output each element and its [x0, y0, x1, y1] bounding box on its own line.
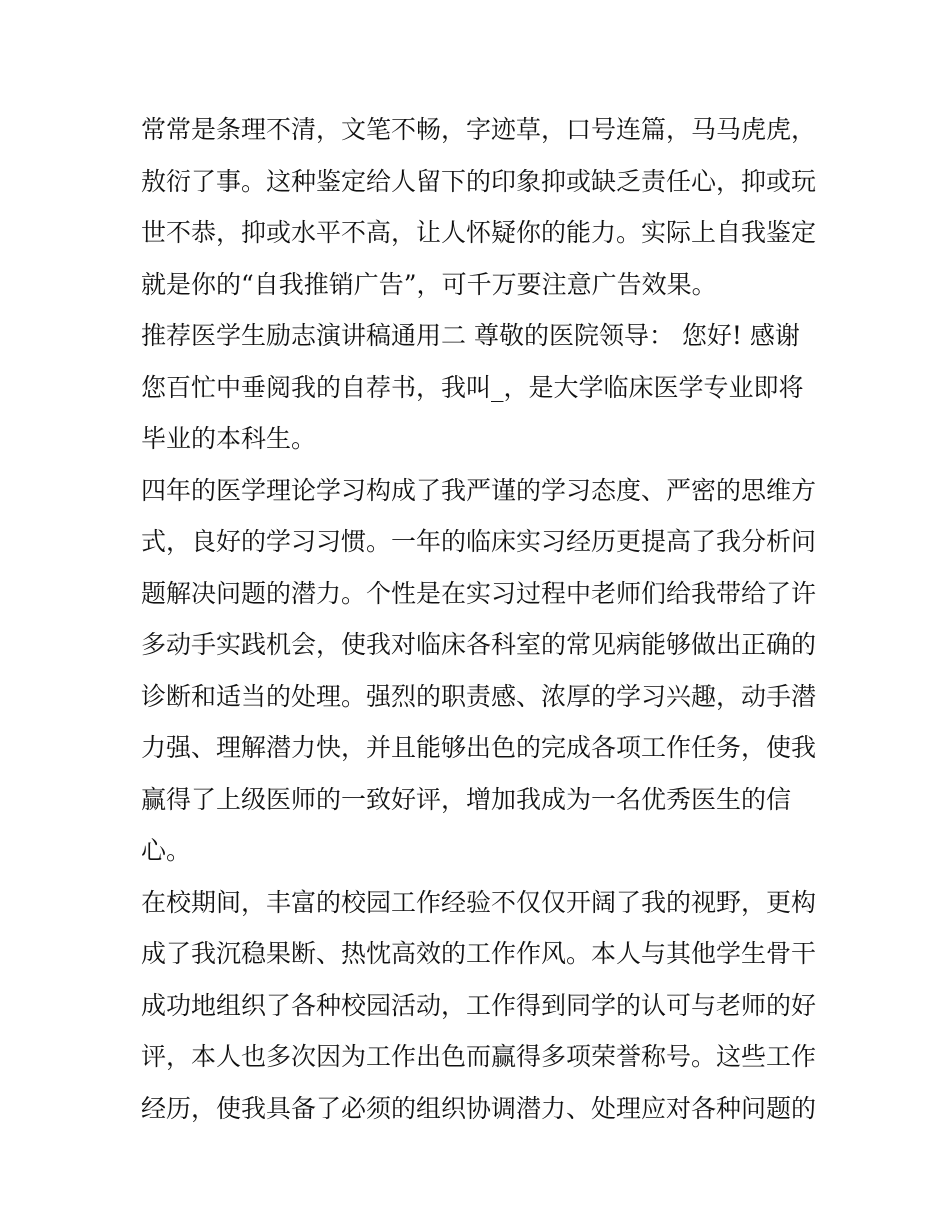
text-line: 经历，使我具备了必须的组织协调潜力、处理应对各种问题的: [141, 1093, 817, 1123]
text-line: 成了我沉稳果断、热忱高效的工作作风。本人与其他学生骨干: [141, 939, 817, 968]
text-line: 多动手实践机会，使我对临床各科室的常见病能够做出正确的: [141, 630, 817, 659]
text-line: 常常是条理不清，文笔不畅，字迹草，口号连篇，马马虎虎，: [141, 115, 817, 144]
text-line: 题解决问题的潜力。个性是在实习过程中老师们给我带给了许: [141, 578, 817, 608]
document-body: [141, 104, 821, 1134]
text-line: 诊断和适当的处理。强烈的职责感、浓厚的学习兴趣，动手潜: [141, 681, 817, 711]
text-line: 就是你的“自我推销广告”，可千万要注意广告效果。: [141, 269, 717, 299]
text-line: 赢得了上级医师的一致好评，增加我成为一名优秀医生的信: [141, 784, 792, 814]
text-line: 您百忙中垂阅我的自荐书，我叫_，是大学临床医学专业即将: [141, 372, 804, 402]
text-line: 式，良好的学习习惯。一年的临床实习经历更提高了我分析问: [141, 527, 817, 556]
text-line: 成功地组织了各种校园活动，工作得到同学的认可与老师的好: [141, 990, 817, 1020]
text-line: 四年的医学理论学习构成了我严谨的学习态度、严密的思维方: [141, 475, 817, 505]
text-line: 世不恭，抑或水平不高，让人怀疑你的能力。实际上自我鉴定: [141, 218, 817, 247]
text-line: 力强、理解潜力快，并且能够出色的完成各项工作任务，使我: [141, 733, 817, 762]
text-line: 心。: [141, 836, 192, 865]
text-line: 在校期间，丰富的校园工作经验不仅仅开阔了我的视野，更构: [141, 887, 817, 917]
text-line: 敖衍了事。这种鉴定给人留下的印象抑或缺乏责任心，抑或玩: [141, 166, 817, 196]
text-line: 评，本人也多次因为工作出色而赢得多项荣誉称号。这些工作: [141, 1042, 817, 1071]
text-line: 毕业的本科生。: [141, 424, 317, 453]
text-line: 推荐医学生励志演讲稿通用二 尊敬的医院领导： 您好! 感谢: [141, 321, 800, 350]
